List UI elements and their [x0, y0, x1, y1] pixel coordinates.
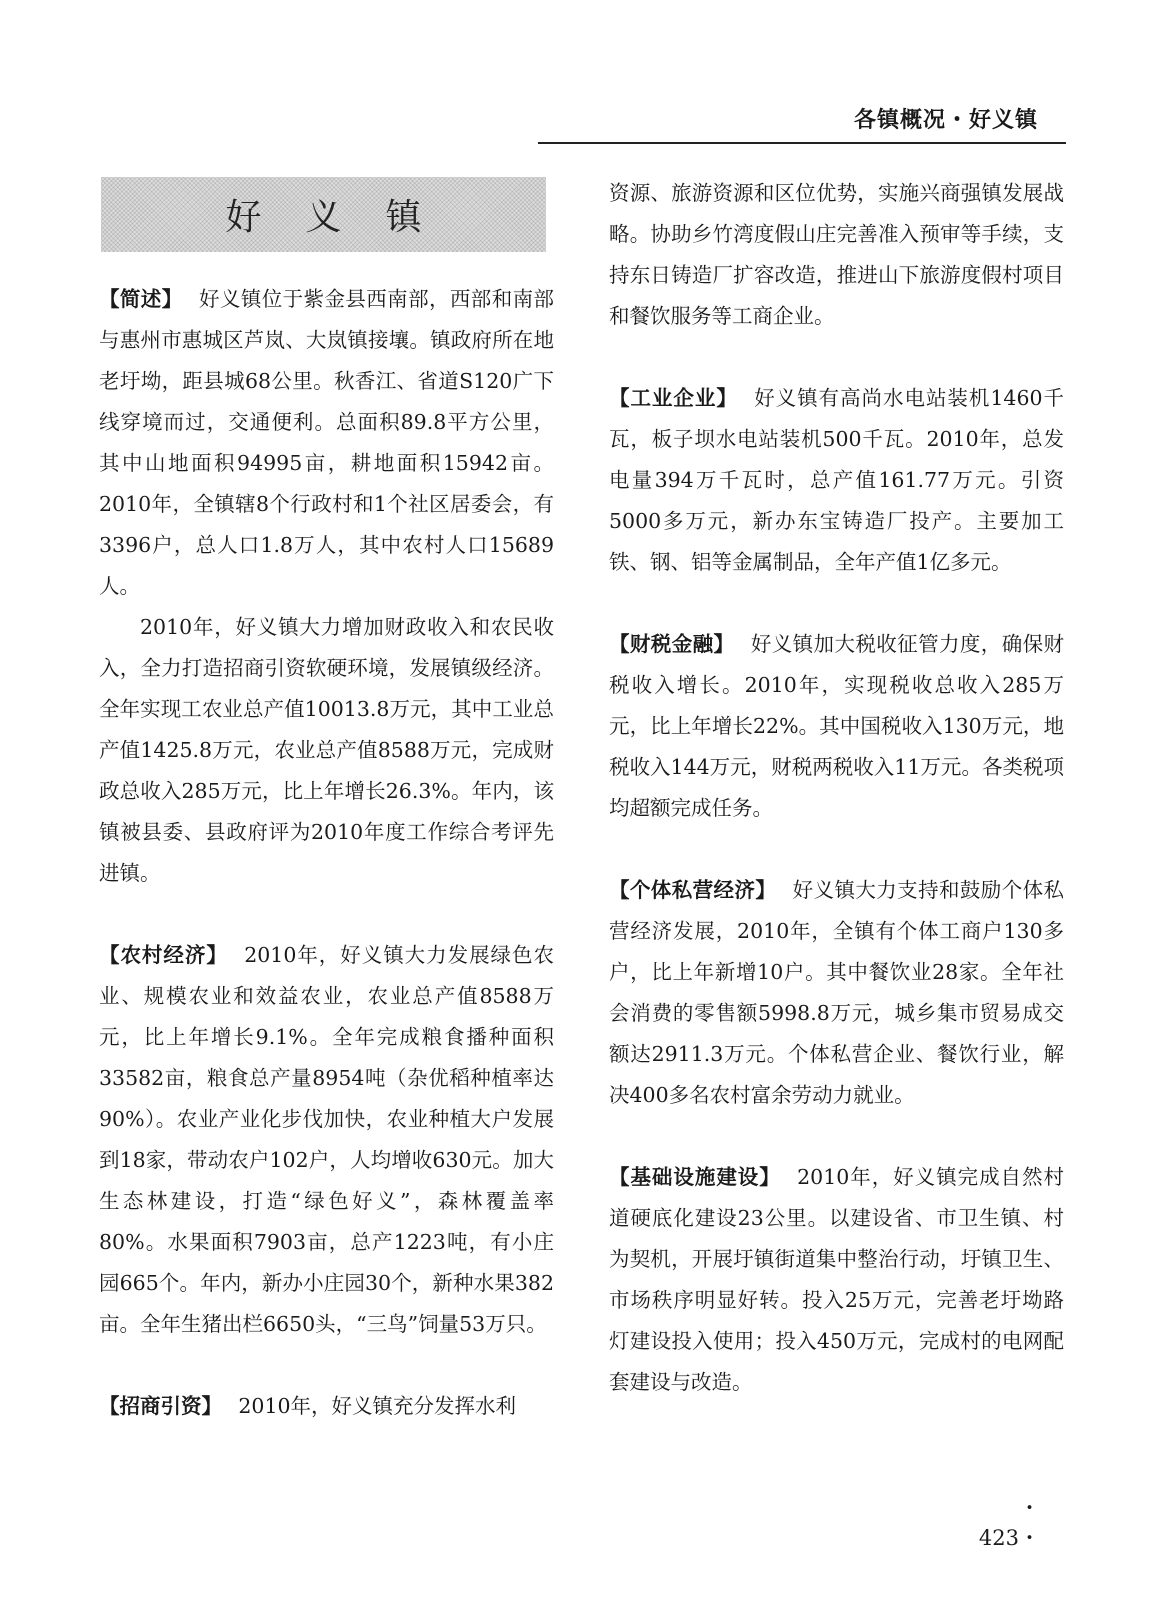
- paragraph-investment: [99, 1386, 554, 1427]
- rural-economy-text: 2010年，好义镇大力发展绿色农业、规模农业和效益农业，农业总产值8588万元，比上年增长9.1%。全年完成粮食播种面积33582亩，粮食总产量8954吨（杂优稻种植率达90%）。农业产业化步伐加快，农业种植大户发展到18家，带动农户102户，人均增收630元。加大生态林建设，打造“绿色好义”，森林覆盖率80%。水果面积7903亩，总产1223吨，有小庄园665个。年内，新办小庄园30个，新种水果382亩。全年生猪出栏6650头，“三鸟”饲量53万只。: [99, 943, 554, 1336]
- infrastructure-tag: 【基础设施建设】: [609, 1165, 781, 1189]
- private-economy-tag: 【个体私营经济】: [609, 878, 777, 902]
- paragraph-industry: [609, 378, 1064, 583]
- rural-economy-tag: 【农村经济】: [99, 943, 228, 967]
- left-column: [99, 279, 554, 1427]
- finance-text: 好义镇加大税收征管力度，确保财税收入增长。2010年，实现税收总收入285万元，比上年增长22%。其中国税收入130万元，地税收入144万元，财税两税收入11万元。各类税项均超额完成任务。: [609, 632, 1065, 820]
- industry-tag: 【工业企业】: [609, 386, 738, 410]
- paragraph-investment-continued: 资源、旅游资源和区位优势，实施兴商强镇发展战略。协助乡竹湾度假山庄完善准入预审等手续，支持东日铸造厂扩容改造，推进山下旅游度假村项目和餐饮服务等工商企业。: [609, 181, 1064, 328]
- page-number: ・423・: [978, 1496, 1040, 1550]
- paragraph-overview: [99, 279, 554, 607]
- section-title: 好义镇: [225, 197, 466, 238]
- investment-text: 2010年，好义镇充分发挥水利: [238, 1394, 517, 1418]
- paragraph-private-economy: [609, 870, 1064, 1116]
- overview-tag: 【简述】: [99, 287, 183, 311]
- paragraph-infrastructure: [609, 1157, 1064, 1403]
- overview-text: 好义镇位于紫金县西南部，西部和南部与惠州市惠城区芦岚、大岚镇接壤。镇政府所在地老圩坳，距县城68公里。秋香江、省道S120广下线穿境而过，交通便利。总面积89.8平方公里，其中山地面积94995亩，耕地面积15942亩。2010年，全镇辖8个行政村和1个社区居委会，有3396户，总人口1.8万人，其中农村人口15689人。: [99, 287, 555, 598]
- investment-tag: 【招商引资】: [99, 1394, 222, 1418]
- paragraph-summary: 2010年，好义镇大力增加财政收入和农民收入，全力打造招商引资软硬环境，发展镇级经济。全年实现工农业总产值10013.8万元，其中工业总产值1425.8万元，农业总产值8588万元，完成财政总收入285万元，比上年增长26.3%。年内，该镇被县委、县政府评为2010年度工作综合考评先进镇。: [99, 615, 554, 885]
- finance-tag: 【财税金融】: [609, 632, 735, 656]
- right-column: [609, 173, 1064, 1403]
- infrastructure-text: 2010年，好义镇完成自然村道硬底化建设23公里。以建设省、市卫生镇、村为契机，开展圩镇街道集中整治行动，圩镇卫生、市场秩序明显好转。投入25万元，完善老圩坳路灯建设投入使用；投入450万元，完成村的电网配套建设与改造。: [609, 1165, 1064, 1394]
- paragraph-finance: [609, 624, 1064, 829]
- running-head: 各镇概况・好义镇: [853, 108, 1038, 133]
- header-rule: [538, 142, 1066, 144]
- private-economy-text: 好义镇大力支持和鼓励个体私营经济发展，2010年，全镇有个体工商户130多户，比上年新增10户。其中餐饮业28家。全年社会消费的零售额5998.8万元，城乡集市贸易成交额达2911.3万元。个体私营企业、餐饮行业，解决400多名农村富余劳动力就业。: [609, 878, 1065, 1107]
- section-title-box: [101, 177, 546, 252]
- paragraph-rural-economy: [99, 935, 554, 1345]
- industry-text: 好义镇有高尚水电站装机1460千瓦，板子坝水电站装机500千瓦。2010年，总发电量394万千瓦时，总产值161.77万元。引资5000多万元，新办东宝铸造厂投产。主要加工铁、钢、铝等金属制品，全年产值1亿多元。: [609, 386, 1064, 574]
